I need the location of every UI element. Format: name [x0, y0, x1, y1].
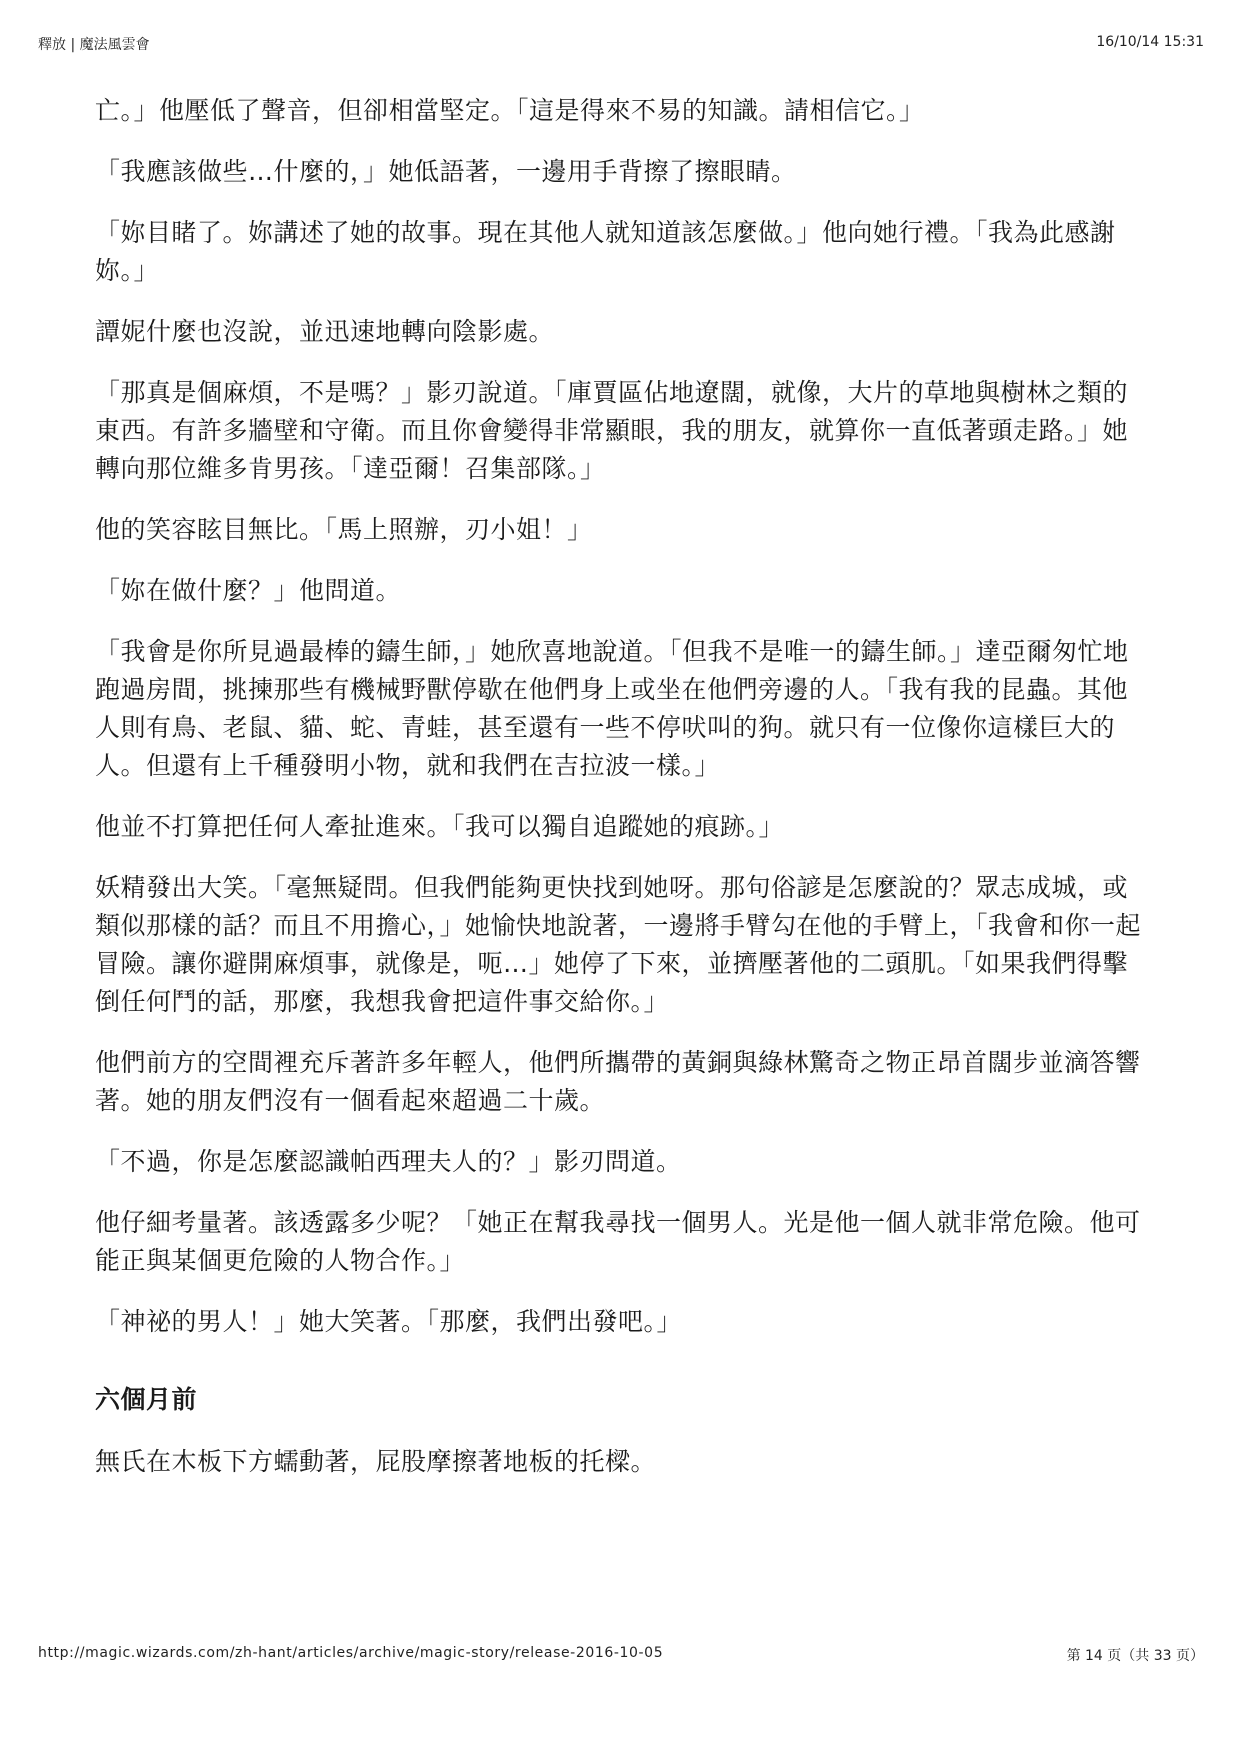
print-footer [38, 1645, 1204, 1669]
paragraph: 「不過，你是怎麼認識帕西理夫人的？」影刃問道。 [95, 1147, 682, 1176]
paragraph: 「妳目睹了。妳講述了她的故事。現在其他人就知道該怎麼做。」他向她行禮。「我為此感謝妳。」 [95, 218, 1116, 285]
paragraph: 亡。」他壓低了聲音，但卻相當堅定。「這是得來不易的知識。請相信它。」 [95, 96, 925, 125]
page-number: 第 14 页（共 33 页） [1066, 1648, 1204, 1664]
source-url: http://magic.wizards.com/zh-hant/articles/archive/magic-story/release-2016-10-05 [38, 1645, 664, 1661]
paragraph: 「我應該做些…什麼的，」她低語著，一邊用手背擦了擦眼睛。 [95, 157, 797, 186]
paragraph: 妖精發出大笑。「毫無疑問。但我們能夠更快找到她呀。那句俗諺是怎麼說的？眾志成城，或類似那樣的話？而且不用擔心，」她愉快地說著，一邊將手臂勾在他的手臂上，「我會和你一起冒險。讓你避開麻煩事，就像是，呃…」她停了下來，並擠壓著他的二頭肌。「如果我們得擊倒任何鬥的話，那麼，我想我會把這件事交給你。」 [95, 873, 1142, 1016]
paragraph: 他的笑容眩目無比。「馬上照辦，刃小姐！」 [95, 515, 593, 544]
paragraph: 無氏在木板下方蠕動著，屁股摩擦著地板的托樑。 [95, 1447, 657, 1476]
paragraph: 「神祕的男人！」她大笑著。「那麼，我們出發吧。」 [95, 1307, 683, 1336]
paragraph: 他仔細考量著。該透露多少呢？「她正在幫我尋找一個男人。光是他一個人就非常危險。他可能正與某個更危險的人物合作。」 [95, 1208, 1141, 1275]
print-datetime: 16/10/14 15:31 [1096, 34, 1204, 50]
page-title: 釋放 | 魔法風雲會 [38, 37, 150, 53]
print-header [38, 34, 1204, 58]
paragraph: 譚妮什麼也沒說，並迅速地轉向陰影處。 [95, 317, 555, 346]
paragraph: 「那真是個麻煩，不是嗎？」影刃說道。「庫賈區佔地遼闊，就像，大片的草地與樹林之類的東西。有許多牆壁和守衛。而且你會變得非常顯眼，我的朋友，就算你一直低著頭走路。」她轉向那位維多肯男孩。「達亞爾！召集部隊。」 [95, 378, 1129, 483]
article-body [95, 92, 1147, 1504]
paragraph: 他們前方的空間裡充斥著許多年輕人，他們所攜帶的黃銅與綠林驚奇之物正昂首闊步並滴答響著。她的朋友們沒有一個看起來超過二十歲。 [95, 1048, 1141, 1115]
section-heading: 六個月前 [95, 1385, 198, 1414]
paragraph: 「妳在做什麼？」他問道。 [95, 576, 402, 605]
paragraph: 「我會是你所見過最棒的鑄生師，」她欣喜地說道。「但我不是唯一的鑄生師。」達亞爾匆忙地跑過房間，挑揀那些有機械野獸停歇在他們身上或坐在他們旁邊的人。「我有我的昆蟲。其他人則有鳥、老鼠、貓、蛇、青蛙，甚至還有一些不停吠叫的狗。就只有一位像你這樣巨大的人。但還有上千種發明小物，就和我們在吉拉波一樣。」 [95, 637, 1129, 780]
paragraph: 他並不打算把任何人牽扯進來。「我可以獨自追蹤她的痕跡。」 [95, 812, 785, 841]
